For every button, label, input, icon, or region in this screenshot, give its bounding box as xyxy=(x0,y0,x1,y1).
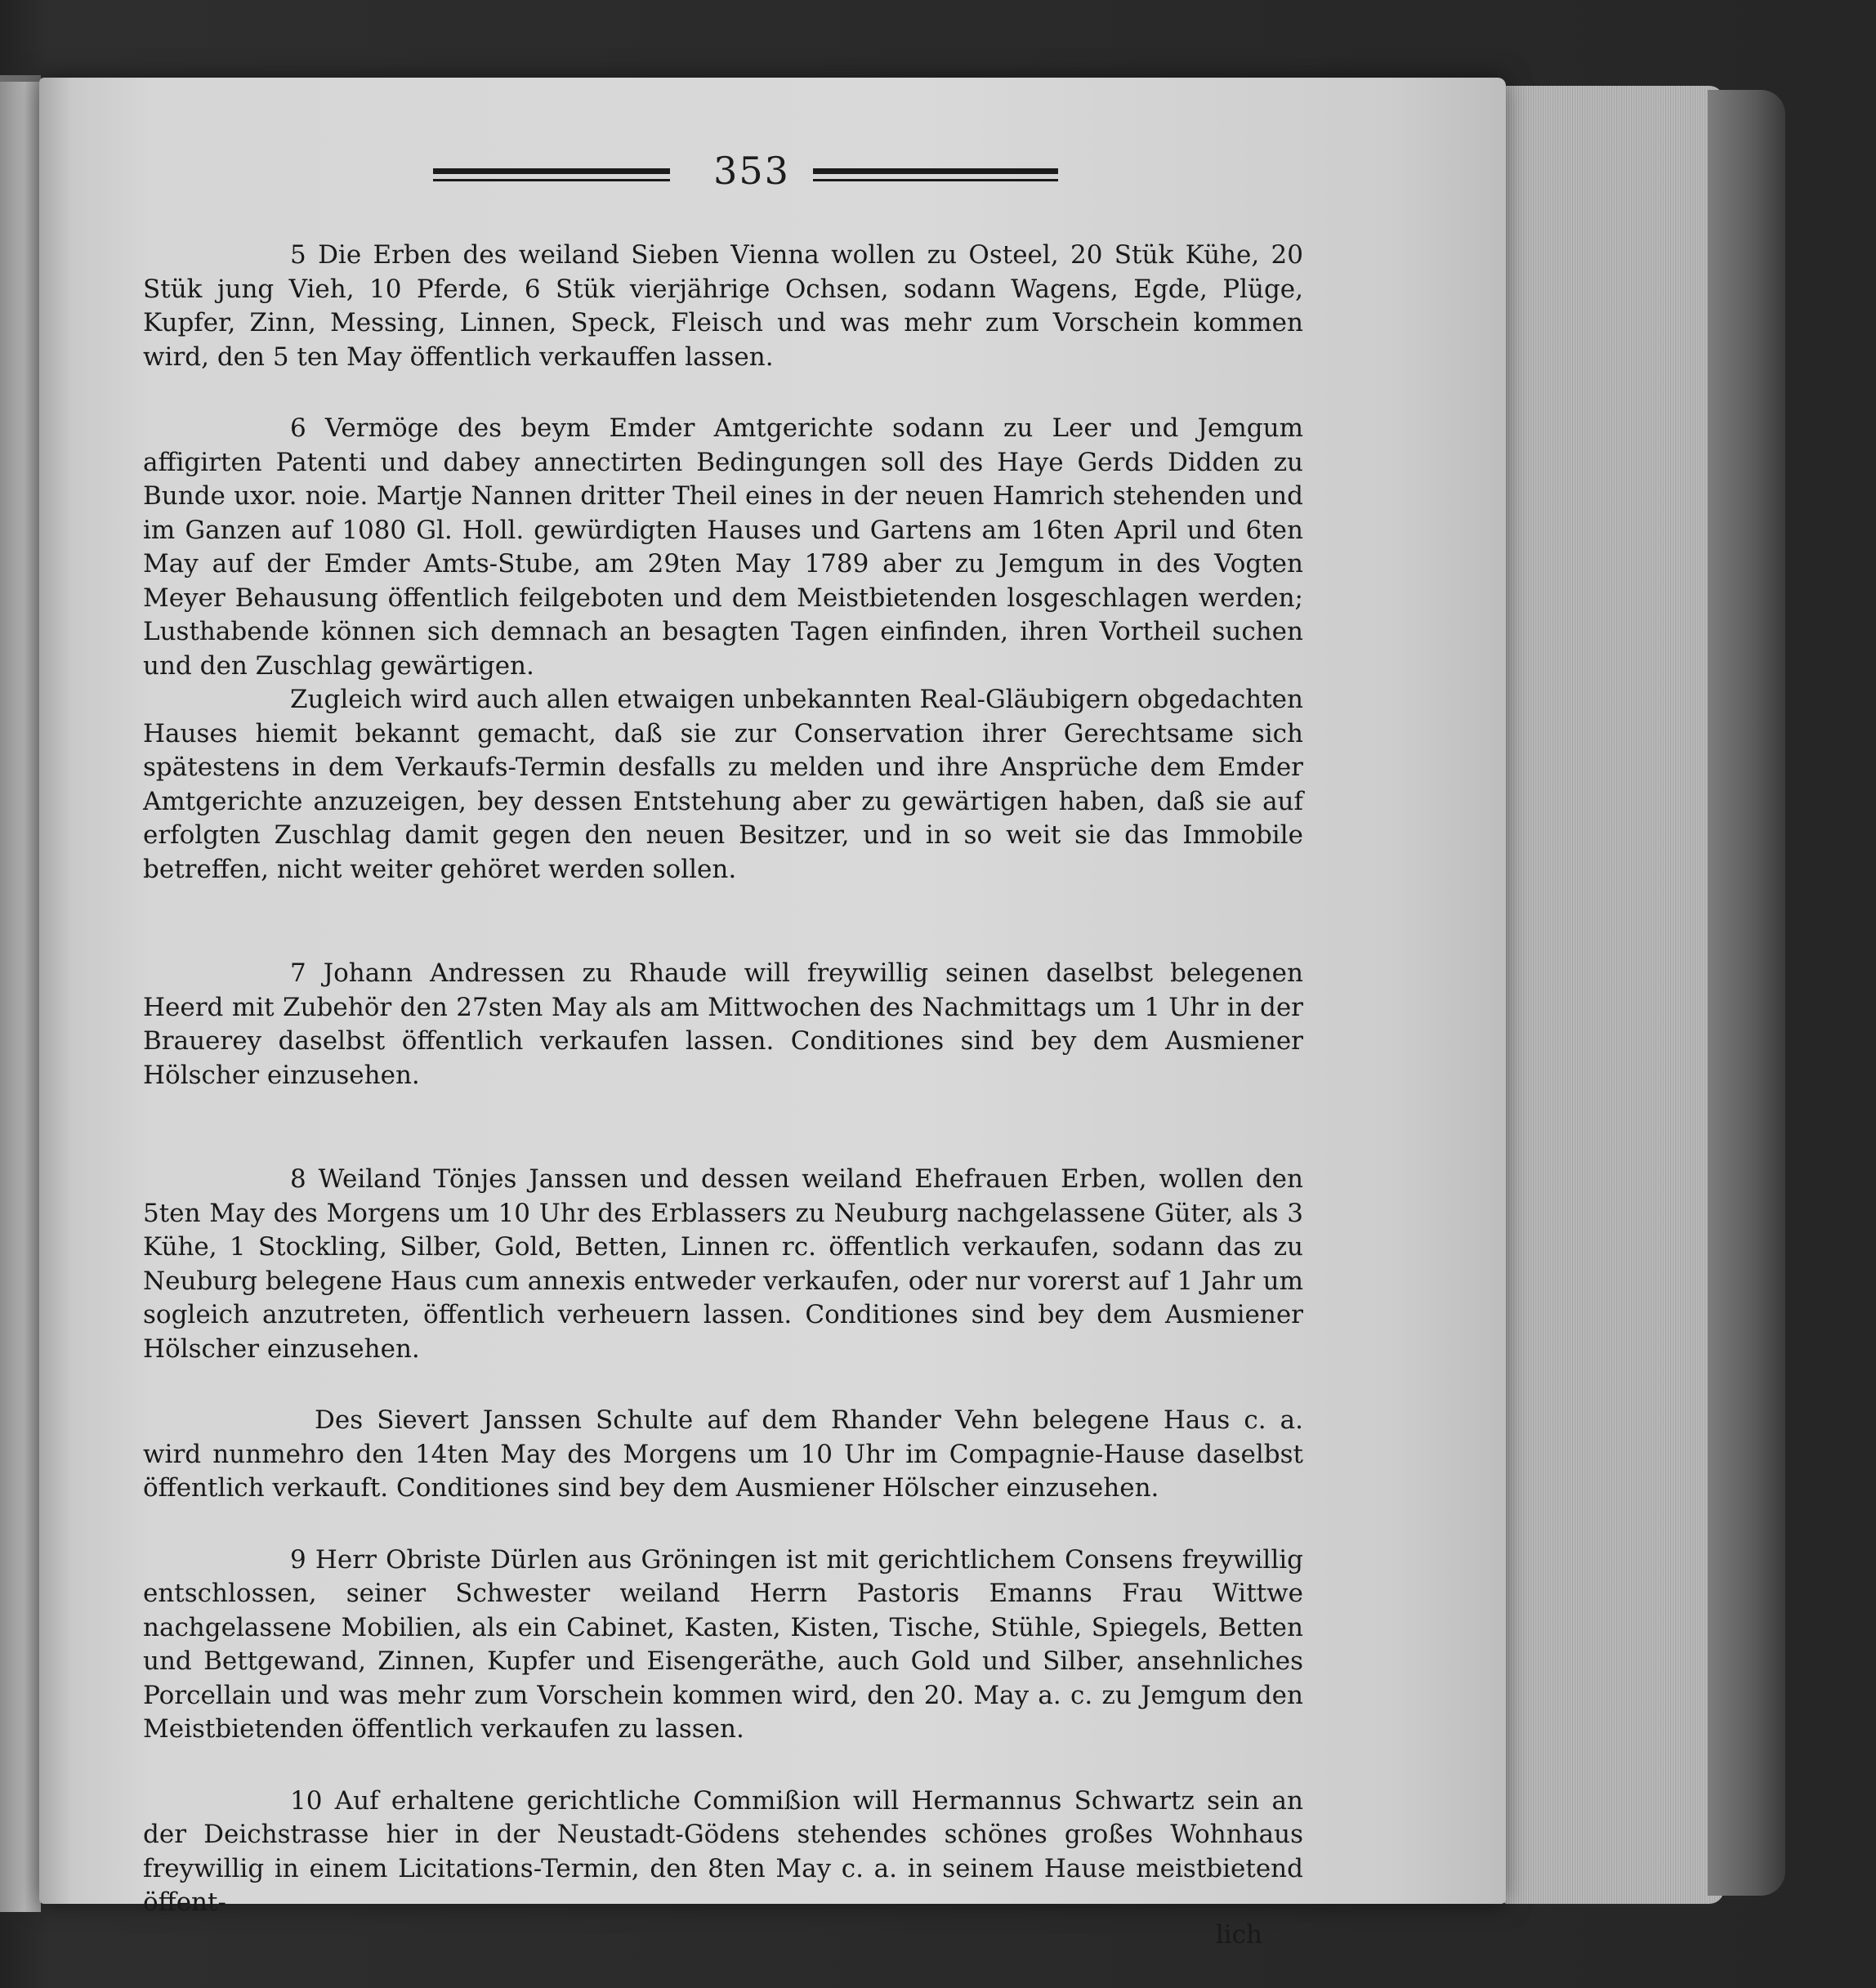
page-edges-stack xyxy=(1503,86,1724,1904)
page-text-body xyxy=(143,239,1303,1952)
header-rule-right xyxy=(813,168,1058,185)
page-header xyxy=(433,149,1258,214)
notice-entry-7: 7 Johann Andressen zu Rhaude will freywillig seinen daselbst belegenen Heerd mit Zubehör den 27sten May als am Mittwochen des Nachmittags um 1 Uhr in der Brauerey daselbst öffentlich verkaufen lassen. Conditiones sind bey dem Ausmiener Hölscher einzusehen. xyxy=(143,958,1303,1090)
page-number: 353 xyxy=(713,149,790,193)
notice-entry-10: 10 Auf erhaltene gerichtliche Commißion will Hermannus Schwartz sein an der Deichstrasse hier in der Neustadt-Gödens stehendes schönes großes Wohnhaus freywillig in einem Licitations-Termin, den 8ten May c. a. in seinem Hause meistbietend öffent- xyxy=(143,1785,1303,1917)
notice-entry-6-continuation: Zugleich wird auch allen etwaigen unbekannten Real-Gläubigern obgedachten Hauses hiemit bekannt gemacht, daß sie zur Conservation ihrer Gerechtsame sich spätestens in dem Verkaufs-Termin desfalls zu melden und ihre Ansprüche dem Emder Amtgerichte anzuzeigen, bey dessen Entstehung aber zu gewärtigen haben, daß sie auf erfolgten Zuschlag damit gegen den neuen Besitzer, und in so weit sie das Immobile betreffen, nicht weiter gehöret werden sollen. xyxy=(143,685,1303,884)
header-rule-left xyxy=(433,168,670,185)
notice-entry-5: 5 Die Erben des weiland Sieben Vienna wollen zu Osteel, 20 Stük Kühe, 20 Stük jung Vieh, 10 Pferde, 6 Stük vierjährige Ochsen, sodann Wagens, Egde, Plüge, Kupfer, Zinn, Messing, Linnen, Speck, Fleisch und was mehr zum Vorschein kommen wird, den 5 ten May öffentlich verkauffen lassen. xyxy=(143,240,1303,372)
catchword: lich xyxy=(1215,1919,1262,1950)
book-cover-edge xyxy=(1708,90,1785,1896)
notice-entry-6: 6 Vermöge des beym Emder Amtgerichte sodann zu Leer und Jemgum affigirten Patenti und dabey annectirten Bedingungen soll des Haye Gerds Didden zu Bunde uxor. noie. Martje Nannen dritter Theil eines in der neuen Hamrich stehenden und im Ganzen auf 1080 Gl. Holl. gewürdigten Hauses und Gartens am 16ten April und 6ten May auf der Emder Amts-Stube, am 29ten May 1789 aber zu Jemgum in des Vogten Meyer Behausung öffentlich feilgeboten und dem Meistbietenden losgeschlagen werden; Lusthabende können sich demnach an besagten Tagen einfinden, ihren Vortheil suchen und den Zuschlag gewärtigen. xyxy=(143,413,1303,681)
notice-entry-8-addendum: Des Sievert Janssen Schulte auf dem Rhander Vehn belegene Haus c. a. wird nunmehro den 14ten May des Morgens um 10 Uhr im Compagnie-Hause daselbst öffentlich verkauft. Conditiones sind bey dem Ausmiener Hölscher einzusehen. xyxy=(143,1405,1303,1503)
notice-entry-9: 9 Herr Obriste Dürlen aus Gröningen ist mit gerichtlichem Consens freywillig entschlossen, seiner Schwester weiland Herrn Pastoris Emanns Frau Wittwe nachgelassene Mobilien, als ein Cabinet, Kasten, Kisten, Tische, Stühle, Spiegels, Betten und Bettgewand, Zinnen, Kupfer und Eisengeräthe, auch Gold und Silber, ansehnliches Porcellain und was mehr zum Vorschein kommen wird, den 20. May a. c. zu Jemgum den Meistbietenden öffentlich verkaufen zu lassen. xyxy=(143,1544,1303,1744)
notice-entry-8: 8 Weiland Tönjes Janssen und dessen weiland Ehefrauen Erben, wollen den 5ten May des Morgens um 10 Uhr des Erblassers zu Neuburg nachgelassene Güter, als 3 Kühe, 1 Stockling, Silber, Gold, Betten, Linnen rc. öffentlich verkaufen, sodann das zu Neuburg belegene Haus cum annexis entweder verkaufen, oder nur vorerst auf 1 Jahr um sogleich anzutreten, öffentlich verheuern lassen. Conditiones sind bey dem Ausmiener Hölscher einzusehen. xyxy=(143,1164,1303,1364)
left-page-edge xyxy=(0,75,41,1912)
